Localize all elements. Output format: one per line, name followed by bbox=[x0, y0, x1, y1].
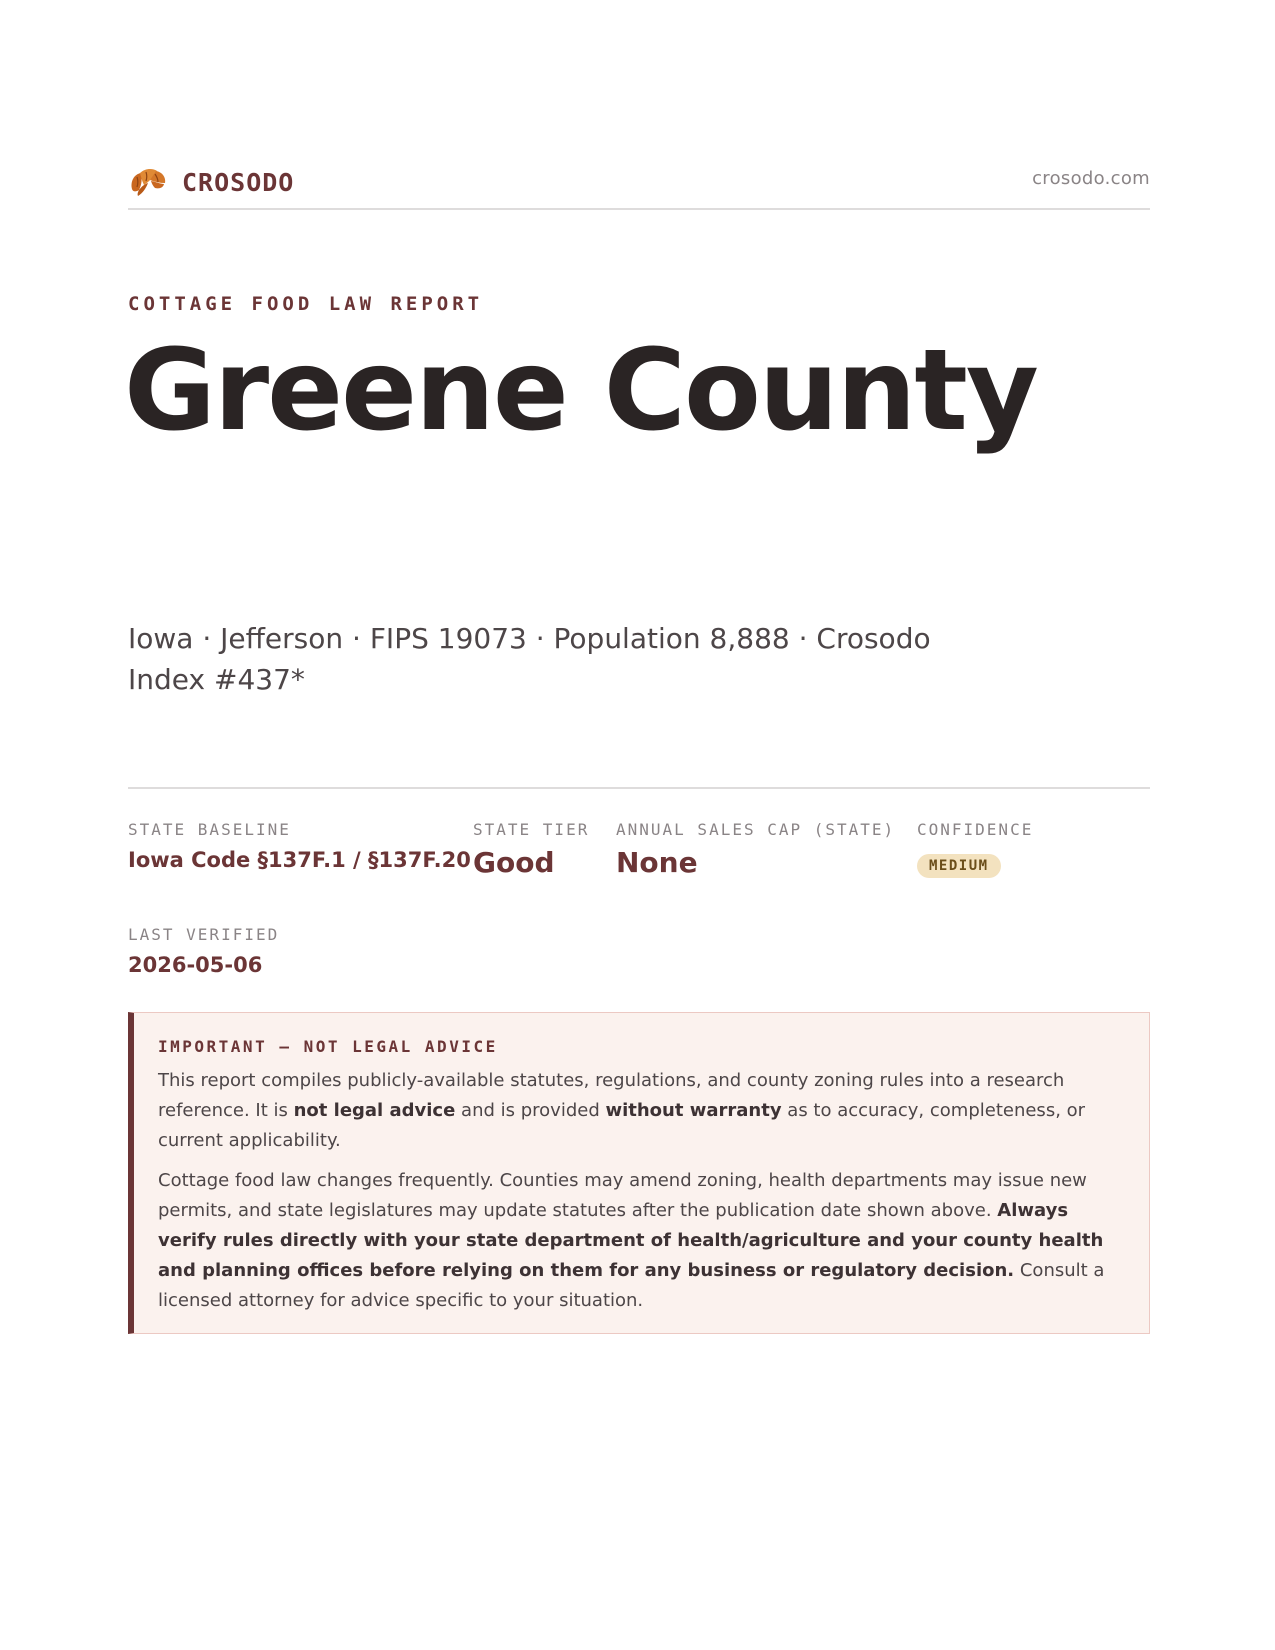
disclaimer-text: as to accuracy, completeness, or current applicability. bbox=[158, 1100, 1086, 1151]
site-url: crosodo.com bbox=[1032, 168, 1150, 189]
confidence-label: CONFIDENCE bbox=[917, 820, 1034, 839]
disclaimer-heading: IMPORTANT — NOT LEGAL ADVICE bbox=[158, 1037, 498, 1056]
state-tier-value: Good bbox=[473, 846, 555, 879]
last-verified-label: LAST VERIFIED bbox=[128, 925, 280, 944]
croissant-icon bbox=[128, 162, 168, 202]
disclaimer-paragraph-2 bbox=[158, 1166, 1129, 1316]
legal-disclaimer bbox=[128, 1012, 1150, 1334]
header-divider bbox=[128, 208, 1150, 210]
page-title: Greene County bbox=[124, 326, 1037, 456]
confidence-badge: MEDIUM bbox=[917, 854, 1001, 878]
disclaimer-emphasis: Always verify rules directly with your state department of health/agriculture and your county health and planning offices before relying on them for any business or regulatory decision. bbox=[158, 1200, 1104, 1281]
disclaimer-emphasis: not legal advice bbox=[293, 1100, 456, 1121]
state-tier-label: STATE TIER bbox=[473, 820, 590, 839]
sales-cap-value: None bbox=[616, 846, 698, 879]
disclaimer-text: and is provided bbox=[455, 1100, 606, 1121]
page-header bbox=[128, 158, 1150, 208]
disclaimer-text: Cottage food law changes frequently. Counties may amend zoning, health departments may issue new permits, and state legislatures may update statutes after the publication date shown above. bbox=[158, 1170, 1087, 1221]
disclaimer-text: Consult a licensed attorney for advice specific to your situation. bbox=[158, 1260, 1105, 1311]
report-page bbox=[124, 0, 1150, 1650]
disclaimer-text: This report compiles publicly-available statutes, regulations, and county zoning rules into a research reference. It is bbox=[158, 1070, 1065, 1121]
last-verified-value: 2026-05-06 bbox=[128, 953, 263, 977]
report-kicker: COTTAGE FOOD LAW REPORT bbox=[128, 293, 484, 315]
stats-divider bbox=[128, 787, 1150, 789]
report-subtitle: Iowa · Jefferson · FIPS 19073 · Population 8,888 · Crosodo Index #437* bbox=[128, 622, 931, 696]
state-baseline-value: Iowa Code §137F.1 / §137F.20 bbox=[128, 848, 471, 872]
disclaimer-paragraph-1 bbox=[158, 1066, 1129, 1156]
sales-cap-label: ANNUAL SALES CAP (STATE) bbox=[616, 820, 896, 839]
state-baseline-label: STATE BASELINE bbox=[128, 820, 291, 839]
brand bbox=[128, 162, 294, 202]
brand-name: CROSODO bbox=[182, 167, 295, 197]
disclaimer-emphasis: without warranty bbox=[605, 1100, 782, 1121]
